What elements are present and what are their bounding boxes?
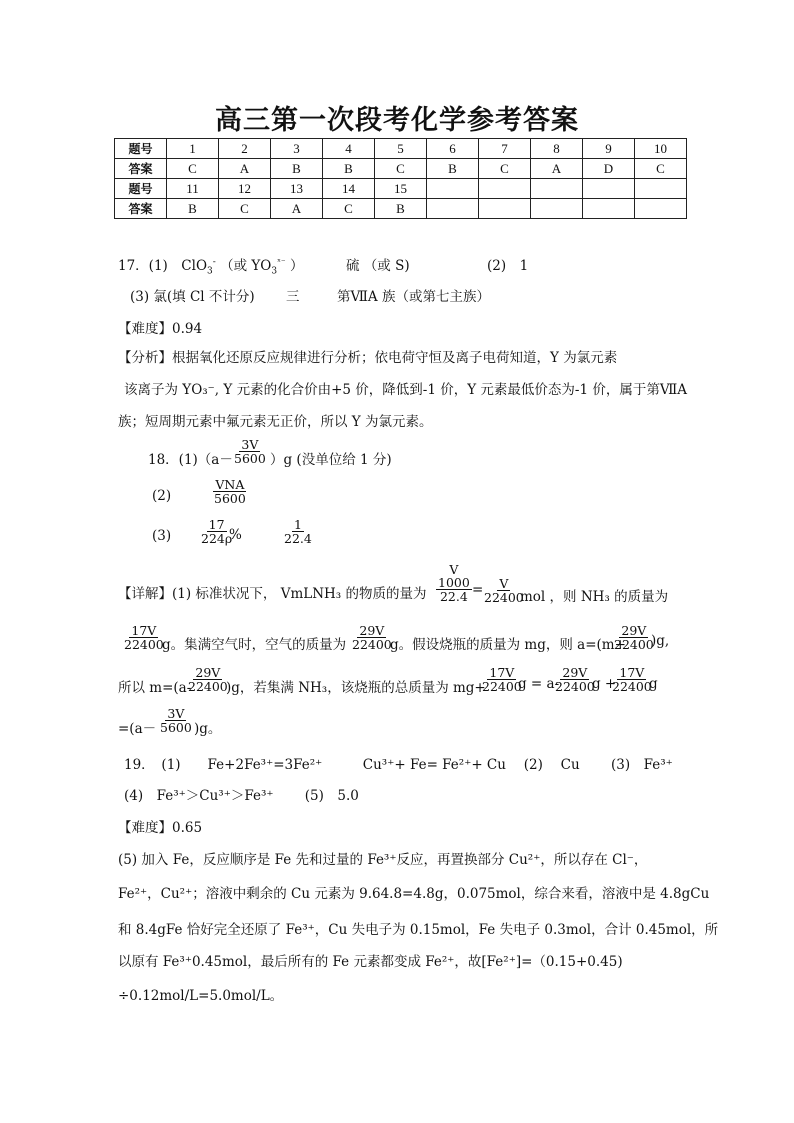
q17-difficulty: 【难度】0.94 xyxy=(118,321,203,337)
numerator: 29V xyxy=(195,665,221,680)
table-cell: 3 xyxy=(271,139,323,159)
table-cell xyxy=(479,199,531,219)
q19-line1: 19． (1) Fe+2Fe³⁺=3Fe²⁺ Cu³⁺+ Fe= Fe²⁺+ Cu (2) Cu (3) Fe³⁺ xyxy=(124,757,673,773)
table-cell: B xyxy=(271,159,323,179)
denominator: 5600 xyxy=(160,720,192,735)
answer-table xyxy=(114,138,687,219)
denominator: 224ρ xyxy=(201,531,233,546)
table-cell: 7 xyxy=(479,139,531,159)
denominator: 22400 xyxy=(482,679,522,694)
table-cell xyxy=(635,199,687,219)
q19-line2: (4) Fe³⁺＞Cu³⁺＞Fe³⁺ (5) 5.0 xyxy=(124,788,359,804)
table-row xyxy=(115,199,687,219)
q19-explain-3: 和 8.4gFe 恰好完全还原了 Fe³⁺，Cu 失电子为 0.15mol，Fe 失电子 0.3mol，合计 0.45mol，所 xyxy=(118,922,719,938)
table-cell xyxy=(479,179,531,199)
denominator: 22400 xyxy=(612,679,652,694)
denominator: 22.4 xyxy=(284,531,312,546)
numerator: 17V xyxy=(131,623,157,638)
q17-text: （或 YO xyxy=(220,258,272,274)
table-row xyxy=(115,179,687,199)
q19-explain-4: 以原有 Fe³⁺0.45mol，最后所有的 Fe 元素都变成 Fe²⁺，故[Fe²⁺]=（0.15+0.45) xyxy=(118,954,623,970)
table-cell: 6 xyxy=(427,139,479,159)
table-cell: 9 xyxy=(583,139,635,159)
q18-detail-3-mid: )g，若集满 NH₃，该烧瓶的总质量为 mg+ xyxy=(226,680,486,696)
q18-detail-3: 所以 m=(a- xyxy=(118,680,192,696)
table-cell: B xyxy=(323,159,375,179)
denominator: 22400 xyxy=(614,637,654,652)
numerator: 1 xyxy=(293,517,302,532)
table-cell: 1 xyxy=(167,139,219,159)
numerator: 1000 xyxy=(438,575,470,590)
fraction xyxy=(186,666,230,693)
table-cell: D xyxy=(583,159,635,179)
table-cell: C xyxy=(323,199,375,219)
q18-detail-2-post: g。假设烧瓶的质量为 mg，则 a=(m+ xyxy=(390,637,626,653)
table-cell: B xyxy=(375,199,427,219)
fraction xyxy=(553,666,597,693)
q17-analysis-2: 该离子为 YO₃⁻, Y 元素的化合价由+5 价，降低到-1 价，Y 元素最低价态为-1 价，属于第ⅦA xyxy=(124,382,688,398)
equals-sign: = xyxy=(472,582,484,598)
table-cell: 12 xyxy=(219,179,271,199)
table-cell: 10 xyxy=(635,139,687,159)
table-cell xyxy=(427,199,479,219)
numerator: 3V xyxy=(241,437,259,452)
table-cell xyxy=(531,199,583,219)
fraction xyxy=(122,624,166,651)
row-header: 题号 xyxy=(115,139,167,159)
fraction xyxy=(158,707,194,734)
table-cell: 5 xyxy=(375,139,427,159)
table-row xyxy=(115,159,687,179)
numerator: 29V xyxy=(562,665,588,680)
q18-detail-2: g。集满空气时，空气的质量为 xyxy=(162,637,347,653)
row-header: 答案 xyxy=(115,199,167,219)
q18-detail-2-end: )g, xyxy=(651,633,670,649)
table-cell xyxy=(635,179,687,199)
table-cell: C xyxy=(635,159,687,179)
numerator: 29V xyxy=(621,623,647,638)
denominator: 22400 xyxy=(124,637,164,652)
denominator: 5600 xyxy=(214,491,246,506)
q18-part1-pre: 18．(1)（a－ xyxy=(148,452,233,468)
table-cell: 4 xyxy=(323,139,375,159)
numerator: 17 xyxy=(208,517,225,532)
q18-part2-label: (2) xyxy=(152,488,172,504)
q17-text: ） xyxy=(289,258,304,274)
q18-detail-4: =(a－ xyxy=(118,721,157,737)
table-cell xyxy=(583,179,635,199)
row-header: 答案 xyxy=(115,159,167,179)
table-cell: A xyxy=(219,159,271,179)
table-cell xyxy=(583,199,635,219)
q19-explain-1: (5) 加入 Fe，反应顺序是 Fe 先和过量的 Fe³⁺反应，再置换部分 Cu²⁺，所以存在 Cl⁻， xyxy=(118,852,648,868)
table-cell: 13 xyxy=(271,179,323,199)
denominator: 5600 xyxy=(234,451,266,466)
table-cell: 14 xyxy=(323,179,375,199)
q19-explain-5: ÷0.12mol/L=5.0mol/L。 xyxy=(118,988,284,1004)
q19-explain-2: Fe²⁺，Cu²⁺；溶液中剩余的 Cu 元素为 9.64.8=4.8g，0.075mol，综合来看，溶液中是 4.8gCu xyxy=(118,886,710,902)
q17-part2: (2) 1 xyxy=(487,258,529,274)
fraction xyxy=(282,518,314,545)
q18-detail-3-mid2: g = a- xyxy=(518,676,560,692)
q17-sulfur: 硫 （或 S) xyxy=(346,258,410,274)
denominator: 22.4 xyxy=(439,589,468,604)
fraction xyxy=(232,438,268,465)
table-cell: C xyxy=(375,159,427,179)
fraction xyxy=(212,478,248,505)
table-cell xyxy=(531,179,583,199)
denominator: 22400 xyxy=(352,637,392,652)
q18-detail-4-post: )g。 xyxy=(194,721,222,737)
q18-detail-1-post: mol ，则 NH₃ 的质量为 xyxy=(520,589,669,605)
numerator: 3V xyxy=(167,706,185,721)
table-cell: B xyxy=(427,159,479,179)
numerator: V xyxy=(499,576,509,591)
q18-detail-1: 【详解】(1) 标准状况下， VmLNH₃ 的物质的量为 xyxy=(118,586,427,602)
table-cell: 15 xyxy=(375,179,427,199)
numerator: VNA xyxy=(215,477,245,492)
fraction xyxy=(350,624,394,651)
table-row xyxy=(115,139,687,159)
table-cell: C xyxy=(167,159,219,179)
q18-detail-3-end: g xyxy=(649,676,658,692)
table-cell: C xyxy=(479,159,531,179)
q17-analysis-1: 【分析】根据氧化还原反应规律进行分析；依电荷守恒及离子电荷知道，Y 为氯元素 xyxy=(118,350,618,366)
denominator: 22400 xyxy=(555,679,595,694)
percent-sign: % xyxy=(229,527,242,543)
page-title: 高三第一次段考化学参考答案 xyxy=(215,105,579,136)
fraction xyxy=(610,666,654,693)
numerator: 17V xyxy=(619,665,645,680)
table-cell: B xyxy=(167,199,219,219)
compound-fraction xyxy=(436,563,472,603)
q19-difficulty: 【难度】0.65 xyxy=(118,820,203,836)
numerator: V xyxy=(449,562,459,577)
table-cell: A xyxy=(531,159,583,179)
q17-part3: (3) 氯(填 Cl 不计分) xyxy=(130,289,255,305)
q18-detail-3-mid3: g + xyxy=(592,676,617,692)
table-cell: 2 xyxy=(219,139,271,159)
table-cell xyxy=(427,179,479,199)
denominator: 22400 xyxy=(484,590,524,605)
q18-part3-label: (3) xyxy=(152,528,172,544)
table-cell: C xyxy=(219,199,271,219)
denominator: 22400 xyxy=(188,679,228,694)
q17-text: 17．(1) ClO xyxy=(118,258,208,274)
q17-line1: 17．(1) ClO$_3$- （或 $YO_3^{ˣ^-}$ ） xyxy=(118,257,304,277)
fraction xyxy=(612,624,656,651)
q17-period: 三 xyxy=(286,289,300,305)
table-cell: 8 xyxy=(531,139,583,159)
numerator: 29V xyxy=(359,623,385,638)
q17-analysis-3: 族；短周期元素中氟元素无正价，所以 Y 为氯元素。 xyxy=(118,414,433,430)
q17-group: 第ⅦA 族（或第七主族） xyxy=(337,289,490,305)
q18-part1-post: ）g (没单位给 1 分) xyxy=(270,452,392,468)
table-cell: 11 xyxy=(167,179,219,199)
table-cell: A xyxy=(271,199,323,219)
numerator: 17V xyxy=(489,665,515,680)
row-header: 题号 xyxy=(115,179,167,199)
